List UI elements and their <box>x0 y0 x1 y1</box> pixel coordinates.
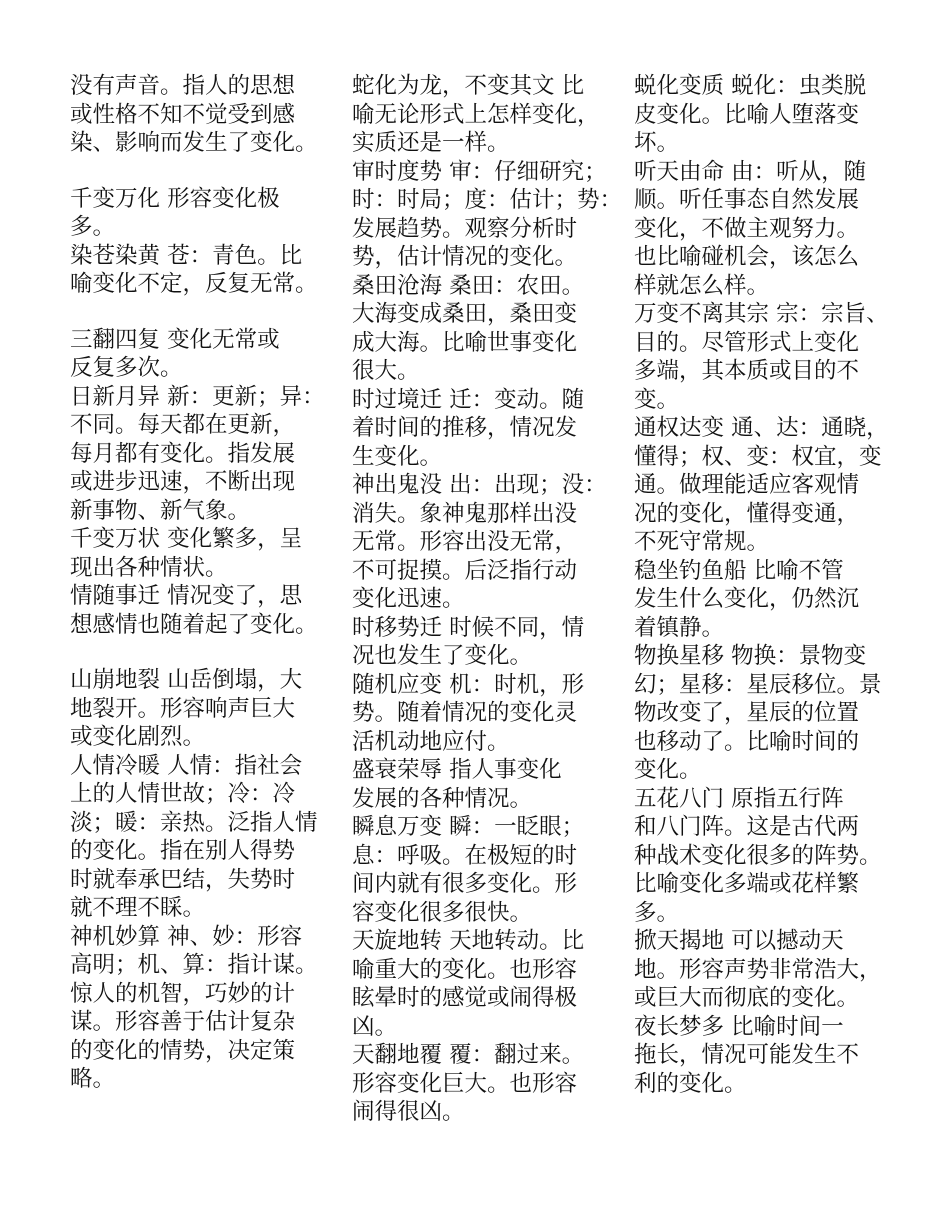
text-line: 或进步迅速，不断出现 <box>70 469 296 495</box>
text-line: 懂得；权、变：权宜，变 <box>634 443 882 470</box>
text-line: 变。 <box>634 386 680 413</box>
text-line: 桑田沧海 桑田：农田。 <box>352 272 585 299</box>
text-line: 染苍染黄 苍：青色。比 <box>70 242 303 269</box>
text-line: 种战术变化很多的阵势。 <box>634 842 882 869</box>
text-line: 变化。 <box>634 757 702 783</box>
text-line: 顺。听任事态自然发展 <box>634 187 860 213</box>
text-line: 不可捉摸。后泛指行动 <box>352 557 578 584</box>
text-column-1 <box>70 72 338 1094</box>
text-line: 夜长梦多 比喻时间一 <box>634 1013 844 1040</box>
text-line: 无常。形容出没无常， <box>352 529 578 555</box>
text-line: 随机应变 机：时机，形 <box>352 671 585 698</box>
text-line: 三翻四复 变化无常或 <box>70 326 280 353</box>
text-line: 物改变了，星辰的位置 <box>634 700 860 726</box>
text-line: 日新月异 新：更新；异： <box>70 383 325 410</box>
text-line: 或巨大而彻底的变化。 <box>634 985 860 1011</box>
text-line: 谋。形容善于估计复杂 <box>70 1009 296 1035</box>
text-line: 审时度势 审：仔细研究； <box>352 158 607 185</box>
text-line: 反复多次。 <box>70 355 183 381</box>
text-line: 闹得很凶。 <box>352 1099 465 1125</box>
paragraph-gap <box>70 158 338 185</box>
text-line: 生变化。 <box>352 443 443 470</box>
text-line: 样就怎么样。 <box>634 272 770 299</box>
text-line: 淡；暖：亲热。泛指人情 <box>70 809 318 836</box>
text-line: 神机妙算 神、妙：形容 <box>70 923 303 950</box>
text-line: 稳坐钓鱼船 比喻不管 <box>634 557 844 584</box>
text-line: 喻变化不定，反复无常。 <box>70 271 318 297</box>
text-line: 地。形容声势非常浩大， <box>634 956 882 983</box>
text-line: 通权达变 通、达：通晓， <box>634 415 889 441</box>
text-line: 地裂开。形容响声巨大 <box>70 695 296 722</box>
text-line: 多端，其本质或目的不 <box>634 358 860 384</box>
text-line: 山崩地裂 山岳倒塌，大 <box>70 667 303 693</box>
text-line: 息：呼吸。在极短的时 <box>352 842 578 869</box>
text-line: 势，估计情况的变化。 <box>352 244 578 270</box>
text-line: 情随事迁 情况变了，思 <box>70 583 303 609</box>
text-line: 时就奉承巴结，失势时 <box>70 866 296 893</box>
text-line: 利的变化。 <box>634 1070 747 1097</box>
text-line: 势。随着情况的变化灵 <box>352 700 578 726</box>
text-column-2 <box>352 72 623 1127</box>
text-line: 染、影响而发生了变化。 <box>70 130 318 156</box>
text-line: 着时间的推移，情况发 <box>352 415 578 441</box>
text-line: 惊人的机智，巧妙的计 <box>70 980 296 1007</box>
text-line: 大海变成桑田，桑田变 <box>352 301 578 327</box>
text-line: 着镇静。 <box>634 614 725 641</box>
text-line: 蛇化为龙，不变其文 比 <box>352 73 585 99</box>
text-line: 五花八门 原指五行阵 <box>634 785 844 812</box>
text-line: 成大海。比喻世事变化 <box>352 329 578 356</box>
text-line: 况也发生了变化。 <box>352 643 533 669</box>
text-line: 千变万化 形容变化极 <box>70 185 280 212</box>
text-line: 幻；星移：星辰移位。景 <box>634 671 882 698</box>
text-line: 不同。每天都在更新， <box>70 412 296 438</box>
text-line: 现出各种情状。 <box>70 554 228 581</box>
text-line: 比喻变化多端或花样繁 <box>634 871 860 897</box>
text-line: 也比喻碰机会，该怎么 <box>634 244 860 270</box>
text-line: 时：时局；度：估计；势： <box>352 187 623 213</box>
text-line: 蜕化变质 蜕化：虫类脱 <box>634 73 867 99</box>
text-line: 万变不离其宗 宗：宗旨、 <box>634 301 889 327</box>
text-line: 发展的各种情况。 <box>352 785 533 812</box>
text-line: 多。 <box>634 899 680 926</box>
text-line: 变化迅速。 <box>352 586 465 612</box>
paragraph-gap <box>70 639 338 666</box>
text-line: 和八门阵。这是古代两 <box>634 814 860 840</box>
text-line: 时移势迁 时候不同，情 <box>352 614 585 641</box>
text-column-3 <box>634 72 904 1098</box>
text-line: 的变化。指在别人得势 <box>70 838 296 864</box>
text-line: 容变化很多很快。 <box>352 899 533 926</box>
text-line: 略。 <box>70 1066 116 1092</box>
text-line: 没有声音。指人的思想 <box>70 73 296 99</box>
text-line: 活机动地应付。 <box>352 728 510 755</box>
text-line: 坏。 <box>634 130 680 156</box>
text-line: 不死守常规。 <box>634 529 770 555</box>
text-line: 就不理不睬。 <box>70 895 206 921</box>
text-line: 或变化剧烈。 <box>70 724 206 750</box>
text-line: 况的变化，懂得变通， <box>634 500 860 527</box>
text-line: 新事物、新气象。 <box>70 497 251 524</box>
text-line: 的变化的情势，决定策 <box>70 1037 296 1064</box>
text-line: 千变万状 变化繁多，呈 <box>70 526 303 552</box>
text-line: 变化，不做主观努力。 <box>634 215 860 242</box>
text-line: 听天由命 由：听从，随 <box>634 158 867 185</box>
text-line: 瞬息万变 瞬：一眨眼； <box>352 814 585 840</box>
text-line: 发展趋势。观察分析时 <box>352 215 578 242</box>
text-line: 天旋地转 天地转动。比 <box>352 928 585 954</box>
text-line: 每月都有变化。指发展 <box>70 440 296 467</box>
text-line: 或性格不知不觉受到感 <box>70 101 296 128</box>
paragraph-gap <box>70 299 338 326</box>
text-line: 实质还是一样。 <box>352 130 510 156</box>
text-line: 想感情也随着起了变化。 <box>70 611 318 638</box>
text-line: 通。做理能适应客观情 <box>634 472 860 498</box>
text-line: 形容变化巨大。也形容 <box>352 1070 578 1097</box>
text-line: 拖长，情况可能发生不 <box>634 1042 860 1068</box>
text-line: 高明；机、算：指计谋。 <box>70 952 318 978</box>
text-line: 眩晕时的感觉或闹得极 <box>352 985 578 1011</box>
text-line: 目的。尽管形式上变化 <box>634 329 860 356</box>
text-line: 上的人情世故；冷：冷 <box>70 781 296 807</box>
text-line: 喻无论形式上怎样变化， <box>352 101 600 128</box>
text-line: 盛衰荣辱 指人事变化 <box>352 757 562 783</box>
text-line: 天翻地覆 覆：翻过来。 <box>352 1042 585 1068</box>
text-line: 时过境迁 迁：变动。随 <box>352 386 585 413</box>
text-line: 间内就有很多变化。形 <box>352 871 578 897</box>
text-line: 发生什么变化，仍然沉 <box>634 586 860 612</box>
text-line: 人情冷暖 人情：指社会 <box>70 752 303 779</box>
text-line: 皮变化。比喻人堕落变 <box>634 101 860 128</box>
text-line: 消失。象神鬼那样出没 <box>352 500 578 527</box>
text-line: 掀天揭地 可以撼动天 <box>634 928 844 954</box>
text-line: 很大。 <box>352 358 420 384</box>
text-line: 多。 <box>70 214 116 240</box>
text-line: 也移动了。比喻时间的 <box>634 728 860 755</box>
text-line: 凶。 <box>352 1013 398 1040</box>
text-line: 物换星移 物换：景物变 <box>634 643 867 669</box>
text-line: 喻重大的变化。也形容 <box>352 956 578 983</box>
text-line: 神出鬼没 出：出现；没： <box>352 472 607 498</box>
